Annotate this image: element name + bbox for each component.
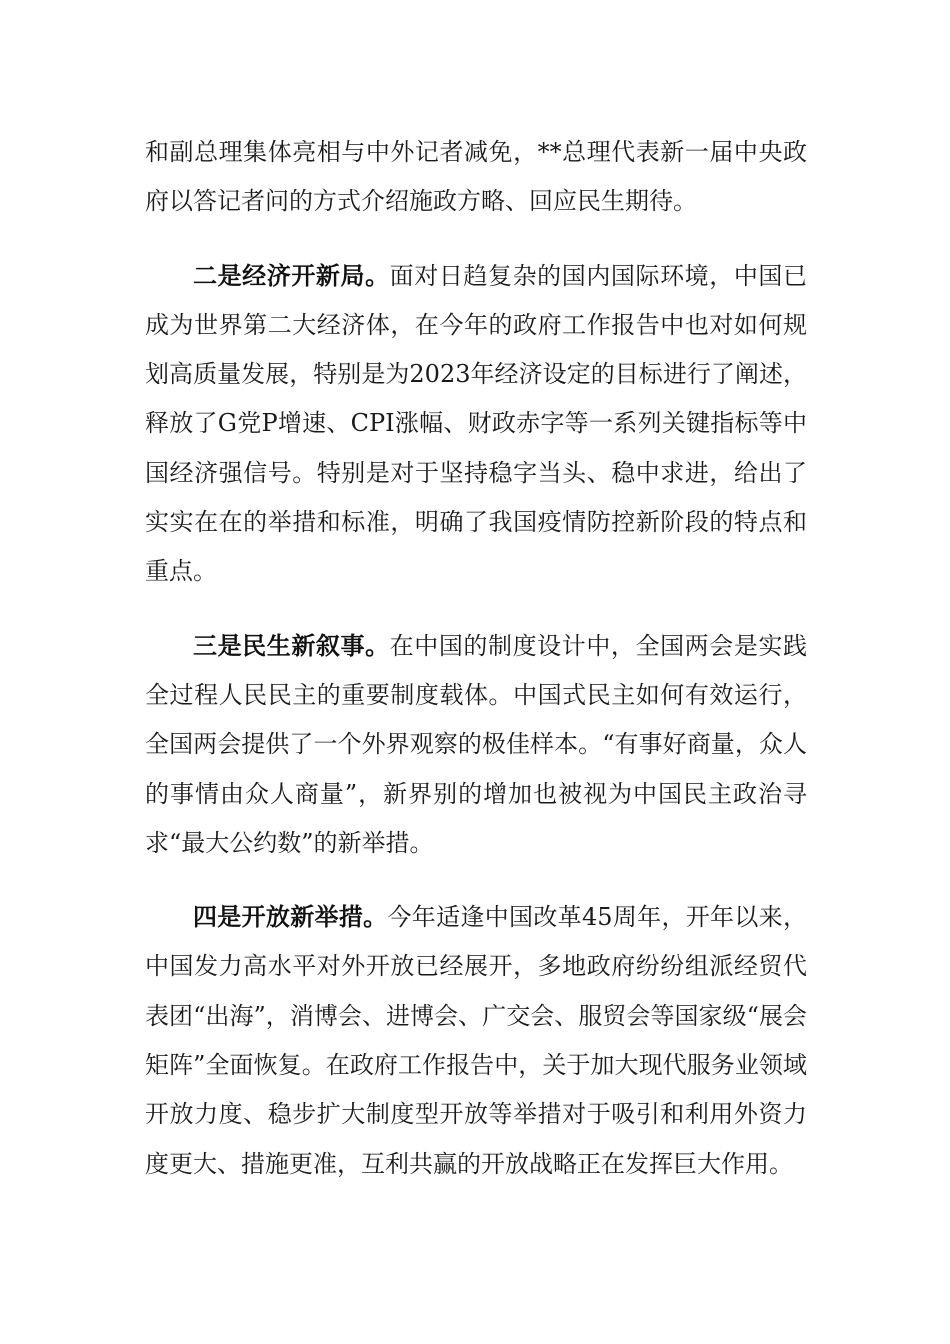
paragraph-heading: 二是经济开新局。	[193, 260, 390, 290]
paragraph-text: 面对日趋复杂的国内国际环境，中国已成为世界第二大经济体，在今年的政府工作报告中也对如何规划高质量发展，特别是为2023年经济设定的目标进行了阐述，释放了G党P增速、CPI涨幅、财政赤字等一系列关键指标等中国经济强信号。特别是对于坚持稳字当头、稳中求进，给出了实实在在的举措和标准，明确了我国疫情防控新阶段的特点和重点。	[145, 261, 808, 586]
paragraph-text: 在中国的制度设计中，全国两会是实践全过程人民民主的重要制度载体。中国式民主如何有效运行，全国两会提供了一个外界观察的极佳样本。“有事好商量，众人的事情由众人商量”，新界别的增加也被视为中国民主政治寻求“最大公约数”的新举措。	[145, 631, 808, 857]
paragraph-opening-up	[145, 892, 807, 1189]
paragraph-livelihood	[145, 621, 807, 868]
paragraph-text: 今年适逢中国改革45周年，开年以来，中国发力高水平对外开放已经展开，多地政府纷纷组派经贸代表团“出海”，消博会、进博会、广交会、服贸会等国家级“展会矩阵”全面恢复。在政府工作报告中，关于加大现代服务业领域开放力度、稳步扩大制度型开放等举措对于吸引和利用外资力度更大、措施更准，互利共赢的开放战略正在发挥巨大作用。	[145, 903, 807, 1178]
document-body	[145, 128, 807, 1213]
paragraph-text: 和副总理集体亮相与中外记者减免，**总理代表新一届中央政府以答记者问的方式介绍施政方略、回应民生期待。	[145, 138, 807, 216]
paragraph-heading: 三是民生新叙事。	[193, 630, 390, 660]
paragraph-continuation	[145, 128, 807, 227]
paragraph-economy	[145, 251, 807, 597]
paragraph-heading: 四是开放新举措。	[193, 902, 388, 932]
